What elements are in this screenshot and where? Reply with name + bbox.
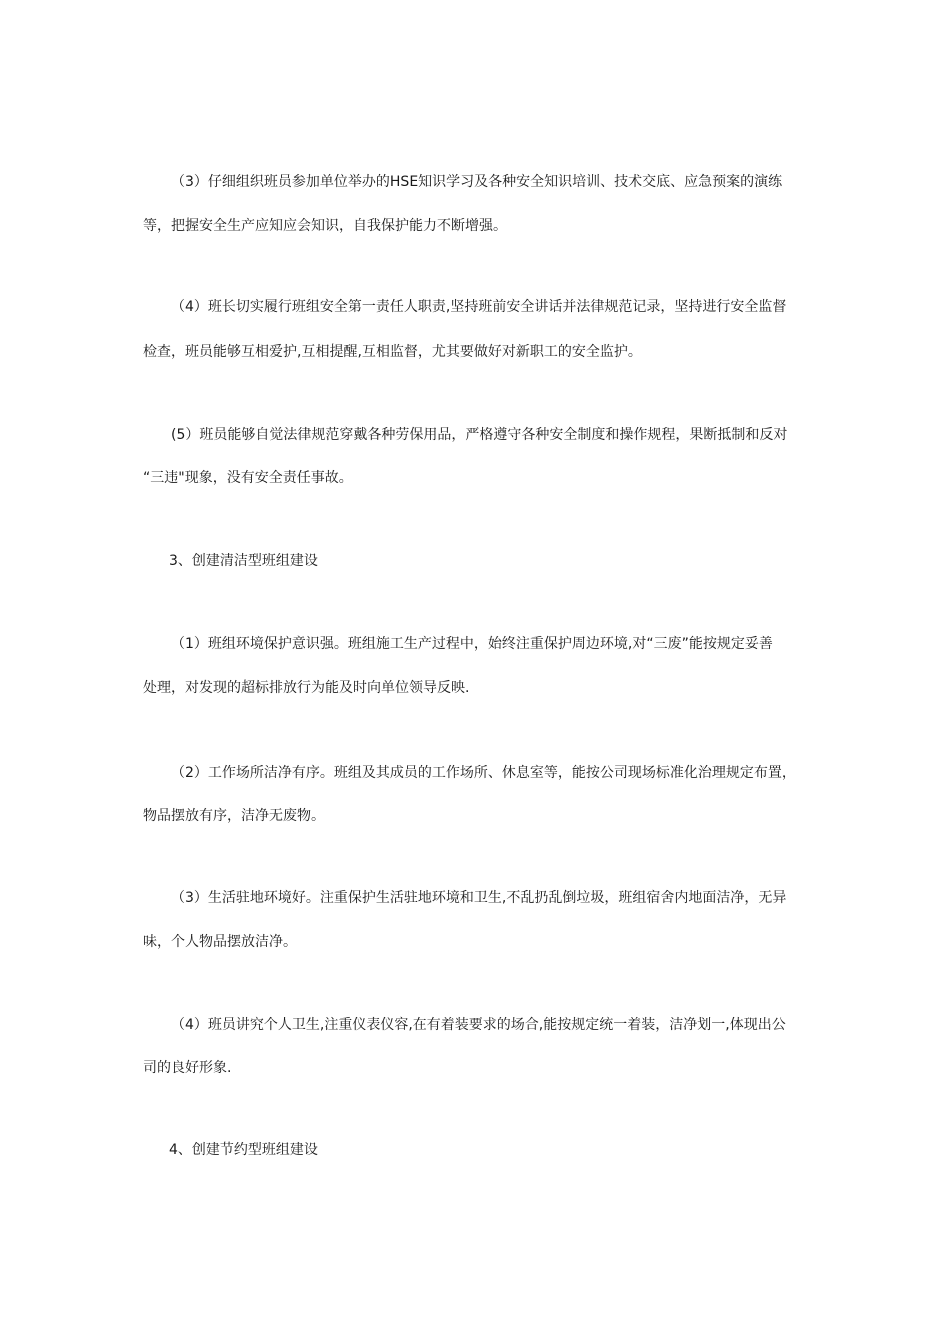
section-heading-4: 4、创建节约型班组建设 <box>169 1142 318 1158</box>
paragraph-5-line-2: “三违"现象，没有安全责任事故。 <box>143 470 353 486</box>
section-heading-3: 3、创建清洁型班组建设 <box>169 553 318 569</box>
paragraph-clean-2-line-2: 物品摆放有序，洁净无废物。 <box>143 808 325 824</box>
paragraph-4-line-2: 检查，班员能够互相爱护,互相提醒,互相监督，尤其要做好对新职工的安全监护。 <box>143 344 642 360</box>
paragraph-3-line-2: 等，把握安全生产应知应会知识，自我保护能力不断增强。 <box>143 218 507 234</box>
paragraph-clean-3-line-2: 味，个人物品摆放洁净。 <box>143 934 297 950</box>
paragraph-5-line-1: (5）班员能够自觉法律规范穿戴各种劳保用品，严格遵守各种安全制度和操作规程，果断抵制和反对 <box>171 427 788 443</box>
paragraph-clean-1-line-2: 处理，对发现的超标排放行为能及时向单位领导反映. <box>143 680 470 696</box>
paragraph-clean-1-line-1: （1）班组环境保护意识强。班组施工生产过程中，始终注重保护周边环境,对“三废”能按规定妥善 <box>171 636 773 652</box>
paragraph-clean-4-line-2: 司的良好形象. <box>143 1060 232 1076</box>
paragraph-4-line-1: （4）班长切实履行班组安全第一责任人职责,坚持班前安全讲话并法律规范记录，坚持进行安全监督 <box>171 299 787 315</box>
paragraph-clean-2-line-1: （2）工作场所洁净有序。班组及其成员的工作场所、休息室等，能按公司现场标准化治理规定布置， <box>171 765 796 781</box>
paragraph-clean-3-line-1: （3）生活驻地环境好。注重保护生活驻地环境和卫生,不乱扔乱倒垃圾，班组宿舍内地面洁净，无异 <box>171 890 787 906</box>
paragraph-clean-4-line-1: （4）班员讲究个人卫生,注重仪表仪容,在有着装要求的场合,能按规定统一着装，洁净划一,体现出公 <box>171 1017 786 1033</box>
paragraph-3-line-1: （3）仔细组织班员参加单位举办的HSE知识学习及各种安全知识培训、技术交底、应急预案的演练 <box>171 174 783 190</box>
